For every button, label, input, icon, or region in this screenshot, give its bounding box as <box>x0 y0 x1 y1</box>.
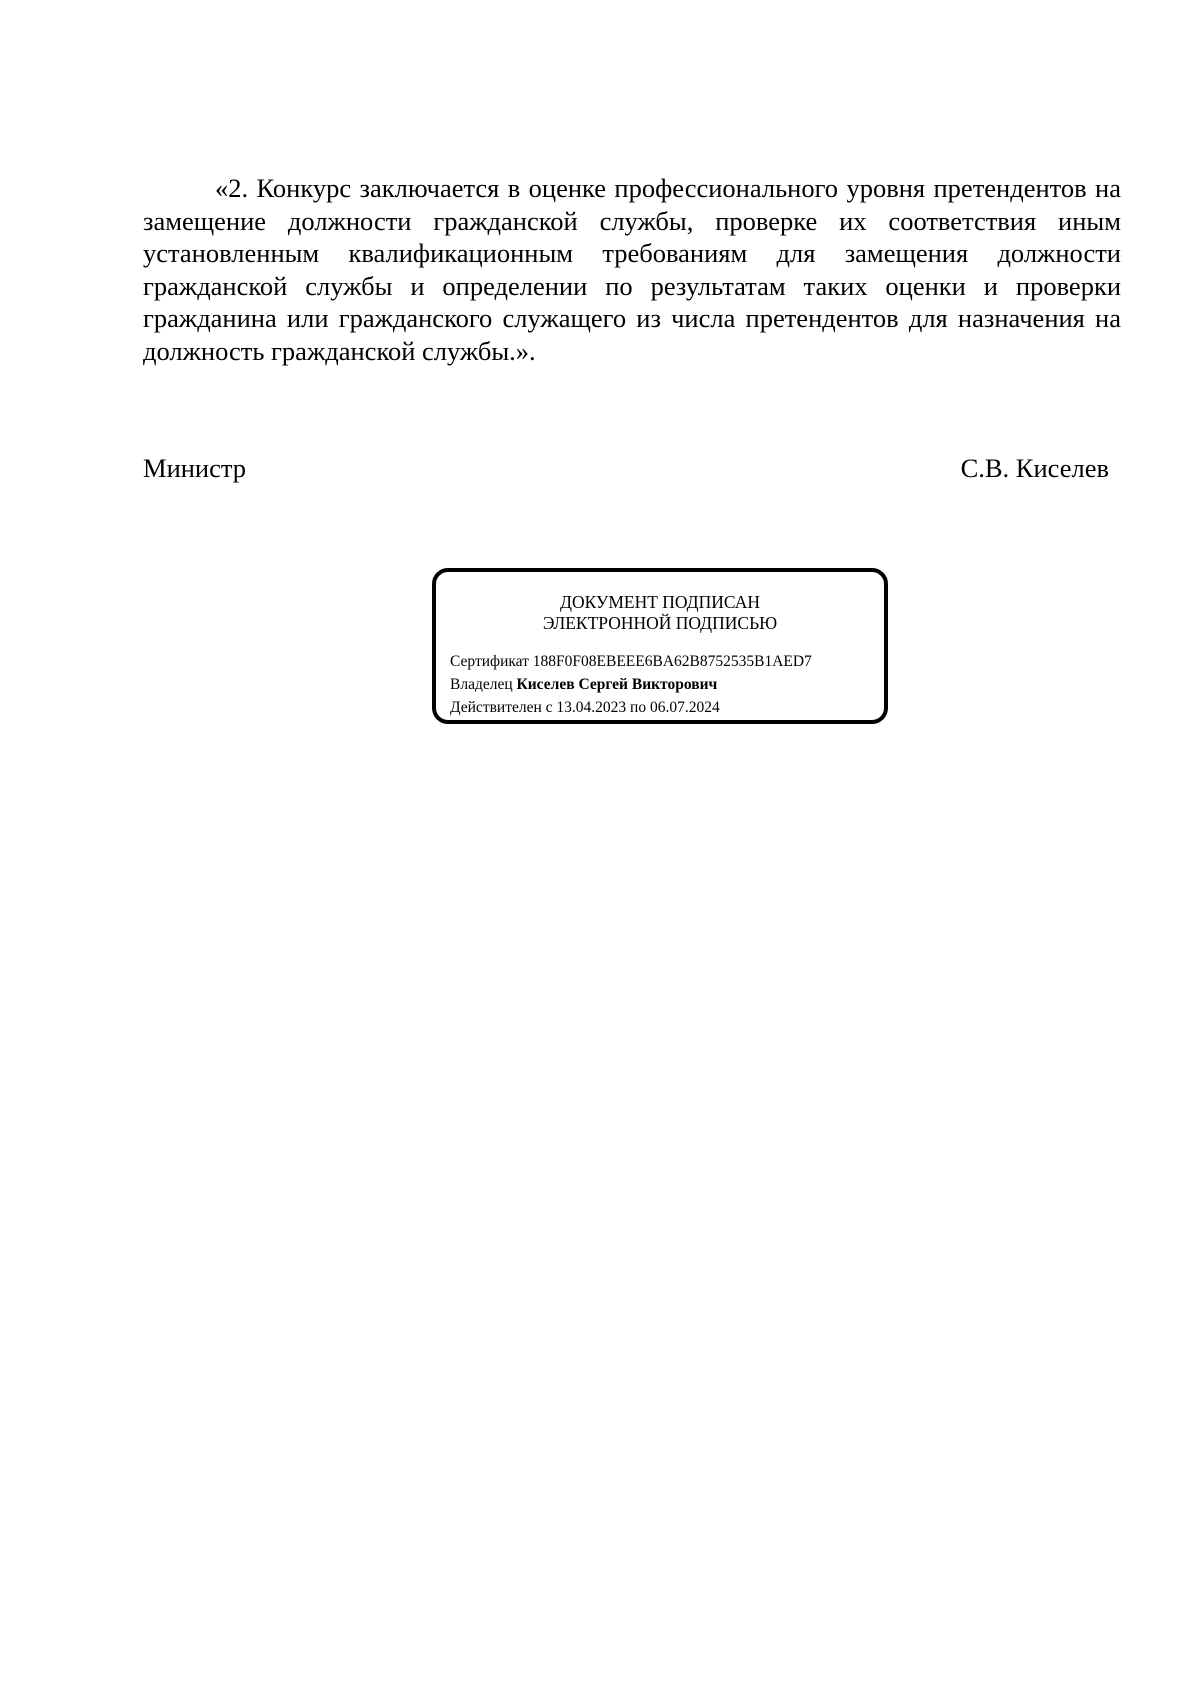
signatory-name: С.В. Киселев <box>960 453 1109 483</box>
stamp-title-line-2: ЭЛЕКТРОННОЙ ПОДПИСЬЮ <box>542 613 778 633</box>
stamp-title <box>436 592 884 634</box>
certificate-line <box>450 650 812 673</box>
signatory-position: Министр <box>143 453 247 483</box>
validity-line <box>450 696 812 719</box>
body-paragraph: «2. Конкурс заключается в оценке профессионального уровня претендентов на замещение должности гражданской службы, проверке их соответствия иным установленным квалификационным требованиям для замещения должности гражданской службы и определении по результатам таких оценки и проверки гражданина или гражданского служащего из числа претендентов для назначения на должность гражданской службы.». <box>143 173 1121 366</box>
valid-to-label: по <box>630 699 647 716</box>
valid-from: 13.04.2023 <box>556 699 627 716</box>
stamp-details <box>450 650 812 719</box>
owner-value: Киселев Сергей Викторович <box>516 676 718 693</box>
valid-label: Действителен с <box>450 699 553 716</box>
stamp-title-line-1: ДОКУМЕНТ ПОДПИСАН <box>560 592 760 612</box>
owner-line <box>450 673 812 696</box>
electronic-signature-stamp <box>432 568 888 724</box>
certificate-value: 188F0F08EBEEE6BA62B8752535B1AED7 <box>532 653 812 670</box>
owner-label: Владелец <box>450 676 513 693</box>
valid-to: 06.07.2024 <box>649 699 720 716</box>
certificate-label: Сертификат <box>450 653 529 670</box>
signature-block <box>143 452 1109 484</box>
